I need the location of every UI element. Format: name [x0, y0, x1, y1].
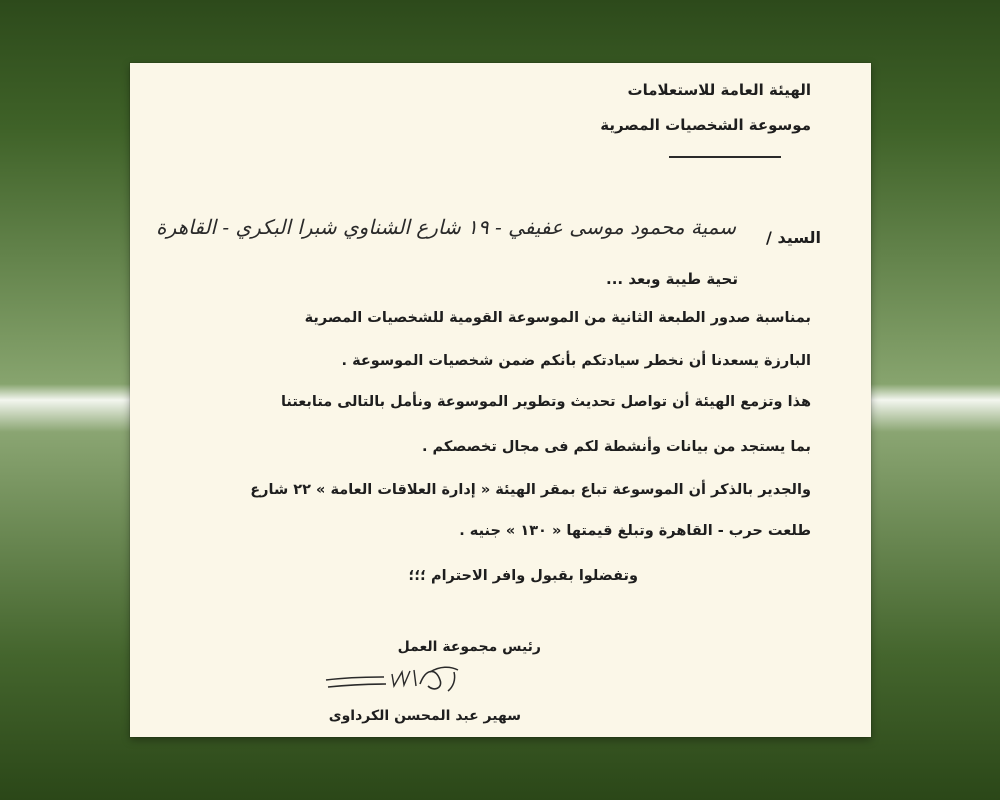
signatory-name: سهير عبد المحسن الكرداوى [328, 708, 521, 724]
body-line: بما يستجد من بيانات وأنشطة لكم فى مجال تخصصكم . [421, 439, 811, 455]
body-line: هذا وتزمع الهيئة أن تواصل تحديث وتطوير الموسوعة ونأمل بالتالى متابعتنا [280, 394, 811, 410]
body-line: البارزة يسعدنا أن نخطر سيادتكم بأنكم ضمن شخصيات الموسوعة . [341, 353, 811, 369]
letterhead-organization: الهيئة العامة للاستعلامات [627, 81, 811, 99]
body-line: بمناسبة صدور الطبعة الثانية من الموسوعة القومية للشخصيات المصرية [304, 310, 811, 326]
handwritten-signature [322, 660, 467, 695]
signature-title: رئيس مجموعة العمل [397, 639, 541, 655]
letterhead-department: موسوعة الشخصيات المصرية [600, 116, 811, 134]
body-line: طلعت حرب - القاهرة وتبلغ قيمتها « ١٣٠ » جنيه . [459, 523, 811, 539]
closing-line: وتفضلوا بقبول وافر الاحترام ؛؛؛ [408, 568, 638, 584]
body-line: والجدير بالذكر أن الموسوعة تباع بمقر الهيئة « إدارة العلاقات العامة » ٢٢ شارع [250, 482, 811, 498]
letterhead-divider [669, 156, 781, 158]
recipient-label: السيد / [766, 228, 821, 247]
letter-document [130, 63, 871, 737]
recipient-handwritten-address: سمية محمود موسى عفيفي - ١٩ شارع الشناوي شبرا البكري - القاهرة [156, 215, 736, 239]
greeting: تحية طيبة وبعد ... [606, 270, 738, 288]
